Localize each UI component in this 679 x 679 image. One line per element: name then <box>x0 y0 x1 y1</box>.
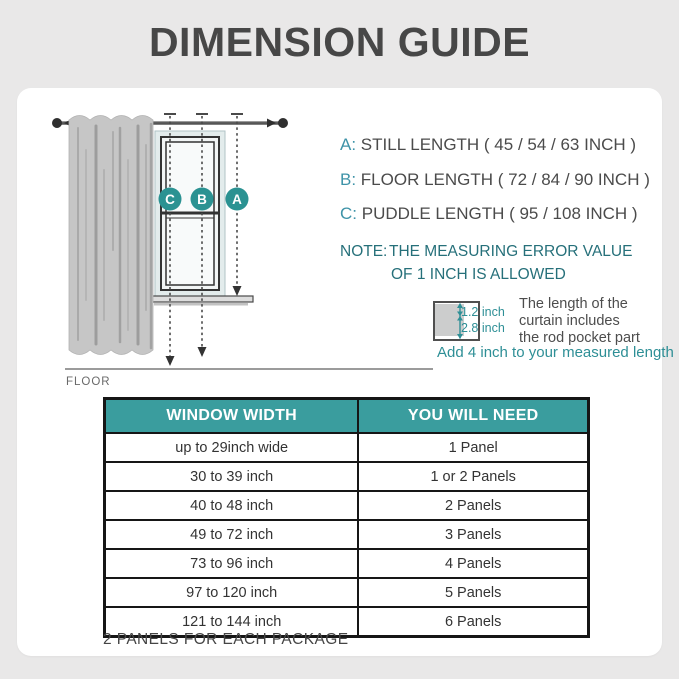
rod-pocket-desc-line3: the rod pocket part <box>519 330 640 346</box>
length-text-a: STILL LENGTH ( 45 / 54 / 63 INCH ) <box>360 135 637 154</box>
cell-width: 49 to 72 inch <box>105 520 359 549</box>
rod-pocket-desc-line2: curtain includes <box>519 313 620 329</box>
cell-width: 73 to 96 inch <box>105 549 359 578</box>
panel-count-table <box>103 397 590 638</box>
window-graphic <box>155 131 225 296</box>
cell-need: 4 Panels <box>358 549 588 578</box>
length-line-a <box>340 135 636 155</box>
cell-need: 5 Panels <box>358 578 588 607</box>
table-row <box>105 433 589 462</box>
header-you-will-need: YOU WILL NEED <box>358 399 588 434</box>
cell-need: 6 Panels <box>358 607 588 637</box>
floor-label: FLOOR <box>66 376 111 388</box>
cell-width: 121 to 144 inch <box>105 607 359 637</box>
header-window-width: WINDOW WIDTH <box>105 399 359 434</box>
table-row <box>105 462 589 491</box>
cell-need: 3 Panels <box>358 520 588 549</box>
badge-b <box>191 188 214 211</box>
badge-c <box>159 188 182 211</box>
note-label: NOTE: <box>340 243 388 260</box>
svg-text:A: A <box>232 192 242 207</box>
note-line1: THE MEASURING ERROR VALUE <box>389 243 633 260</box>
table-row <box>105 549 589 578</box>
length-line-c <box>340 204 638 224</box>
table-row <box>105 578 589 607</box>
cell-need: 2 Panels <box>358 491 588 520</box>
svg-text:C: C <box>165 192 175 207</box>
badge-a <box>226 188 249 211</box>
cell-need: 1 Panel <box>358 433 588 462</box>
length-text-c: PUDDLE LENGTH ( 95 / 108 INCH ) <box>361 204 638 223</box>
cell-width: up to 29inch wide <box>105 433 359 462</box>
rod-pocket-description <box>519 296 640 347</box>
table-header-row <box>105 399 589 434</box>
cell-width: 97 to 120 inch <box>105 578 359 607</box>
length-text-b: FLOOR LENGTH ( 72 / 84 / 90 INCH ) <box>360 170 650 189</box>
cell-width: 40 to 48 inch <box>105 491 359 520</box>
measure-label-top: 1.2 inch <box>461 305 505 319</box>
package-note: 2 PANELS FOR EACH PACKAGE <box>103 631 349 648</box>
svg-text:B: B <box>197 192 207 207</box>
curtain-panel <box>69 116 153 355</box>
measure-label-bottom: 2.8 inch <box>461 321 505 335</box>
length-key-a: A: <box>340 135 357 154</box>
note-line2: OF 1 INCH IS ALLOWED <box>391 266 566 283</box>
length-key-b: B: <box>340 170 357 189</box>
page-title: DIMENSION GUIDE <box>148 19 531 65</box>
add-length-tip: Add 4 inch to your measured length <box>437 344 674 361</box>
table-row <box>105 520 589 549</box>
rod-pocket-desc-line1: The length of the <box>519 296 628 312</box>
table-row <box>105 491 589 520</box>
cell-need: 1 or 2 Panels <box>358 462 588 491</box>
length-line-b <box>340 170 650 190</box>
cell-width: 30 to 39 inch <box>105 462 359 491</box>
length-key-c: C: <box>340 204 357 223</box>
